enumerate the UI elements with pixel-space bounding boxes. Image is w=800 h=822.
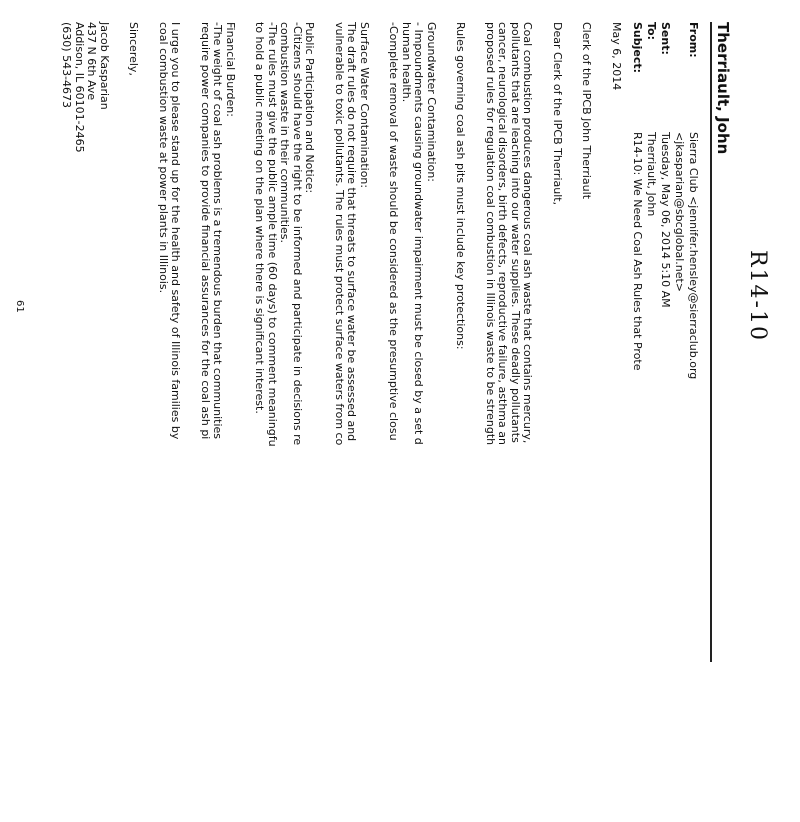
section-line: -The rules must give the public ample time (60 days) to comment meaningfu <box>266 22 279 447</box>
header-value: Therriault, John <box>645 132 658 217</box>
section-line: Groundwater Contamination: <box>425 22 438 182</box>
section-appeal <box>157 22 182 822</box>
intro-line: Coal combustion produces dangerous coal ash waste that contains mercury, <box>521 22 535 444</box>
header-value: Tuesday, May 06, 2014 5:10 AM <box>659 132 672 308</box>
signature-line: Jacob Kasparian <box>98 22 111 110</box>
letter-recipient: Clerk of the IPCB John Therriault <box>580 22 594 200</box>
signature-line: (630) 543-4673 <box>60 22 74 109</box>
section-line: -The weight of coal ash problems is a tremendous burden that communities <box>211 22 225 440</box>
letter-salutation: Dear Clerk of the IPCB Therriault, <box>551 22 564 206</box>
signature-line: 437 N 6th Ave <box>85 22 99 101</box>
section-line: -Complete removal of waste should be considered as the presumptive closu <box>387 22 401 441</box>
header-value: <jkasparian@sbcglobal.net> <box>673 132 686 293</box>
section-line: Surface Water Contamination: <box>358 22 371 189</box>
section-line: require power companies to provide financial assurances for the coal ash pi <box>199 22 212 440</box>
header-label: Subject: <box>631 22 644 74</box>
sender-name: Therriault, John <box>714 22 732 155</box>
header-value: R14-10: We Need Coal Ash Rules that Prote <box>631 132 644 371</box>
letter-closing: Sincerely, <box>127 22 141 76</box>
section-line: human health. <box>400 22 413 103</box>
section-surface-water <box>333 22 371 822</box>
section-public-participation <box>253 22 316 822</box>
header-label: From: <box>687 22 700 58</box>
intro-line: proposed rules for regulation coal combustion in Illinois waste to be strength <box>484 22 497 446</box>
section-line: combustion waste in their communities. <box>278 22 292 244</box>
section-line: Financial Burden: <box>224 22 237 117</box>
section-line: - Impoundments causing groundwater impairment must be closed by a set d <box>412 22 426 445</box>
lead-in: Rules governing coal ash pits must include key protections: <box>454 22 468 350</box>
header-divider <box>710 22 712 662</box>
section-line: -Citizens should have the right to be informed and participate in decisions re <box>291 22 304 446</box>
header-value: Sierra Club <jennifer.hensley@sierraclub.org <box>687 132 700 380</box>
section-line: The draft rules do not require that threats to surface water be assessed and <box>345 22 359 442</box>
section-financial-burden <box>199 22 237 822</box>
page-number: 61 <box>14 300 25 313</box>
header-row-to <box>644 22 658 379</box>
letter-body <box>60 22 622 822</box>
section-line: coal combustion waste at power plants in Illinois. <box>157 22 170 294</box>
signature-block <box>60 22 110 822</box>
letter-date: May 6, 2014 <box>610 22 623 91</box>
header-row-sent <box>658 22 672 379</box>
header-row-from-cont <box>672 22 686 379</box>
exhibit-number: R14-10 <box>745 250 770 342</box>
intro-line: pollutants that are leaching into our water supplies. These deadly pollutants <box>509 22 522 443</box>
intro-line: cancer, neurological disorders, birth defects, reproductive failure, asthma an <box>496 22 510 445</box>
header-row-subject <box>630 22 644 379</box>
section-line: I urge you to please stand up for the health and safety of Illinois families by <box>169 22 183 440</box>
section-line: vulnerable to toxic pollutants. The rules must protect surface waters from co <box>333 22 346 446</box>
section-groundwater <box>387 22 437 822</box>
header-label: To: <box>645 22 658 40</box>
header-label: Sent: <box>659 22 672 55</box>
section-line: to hold a public meeting on the plan where there is significant interest. <box>253 22 267 414</box>
header-row-from <box>686 22 700 379</box>
section-line: Public Participation and Notice: <box>303 22 317 194</box>
signature-line: Addison, IL 60101-2465 <box>73 22 86 153</box>
email-header <box>630 22 700 379</box>
